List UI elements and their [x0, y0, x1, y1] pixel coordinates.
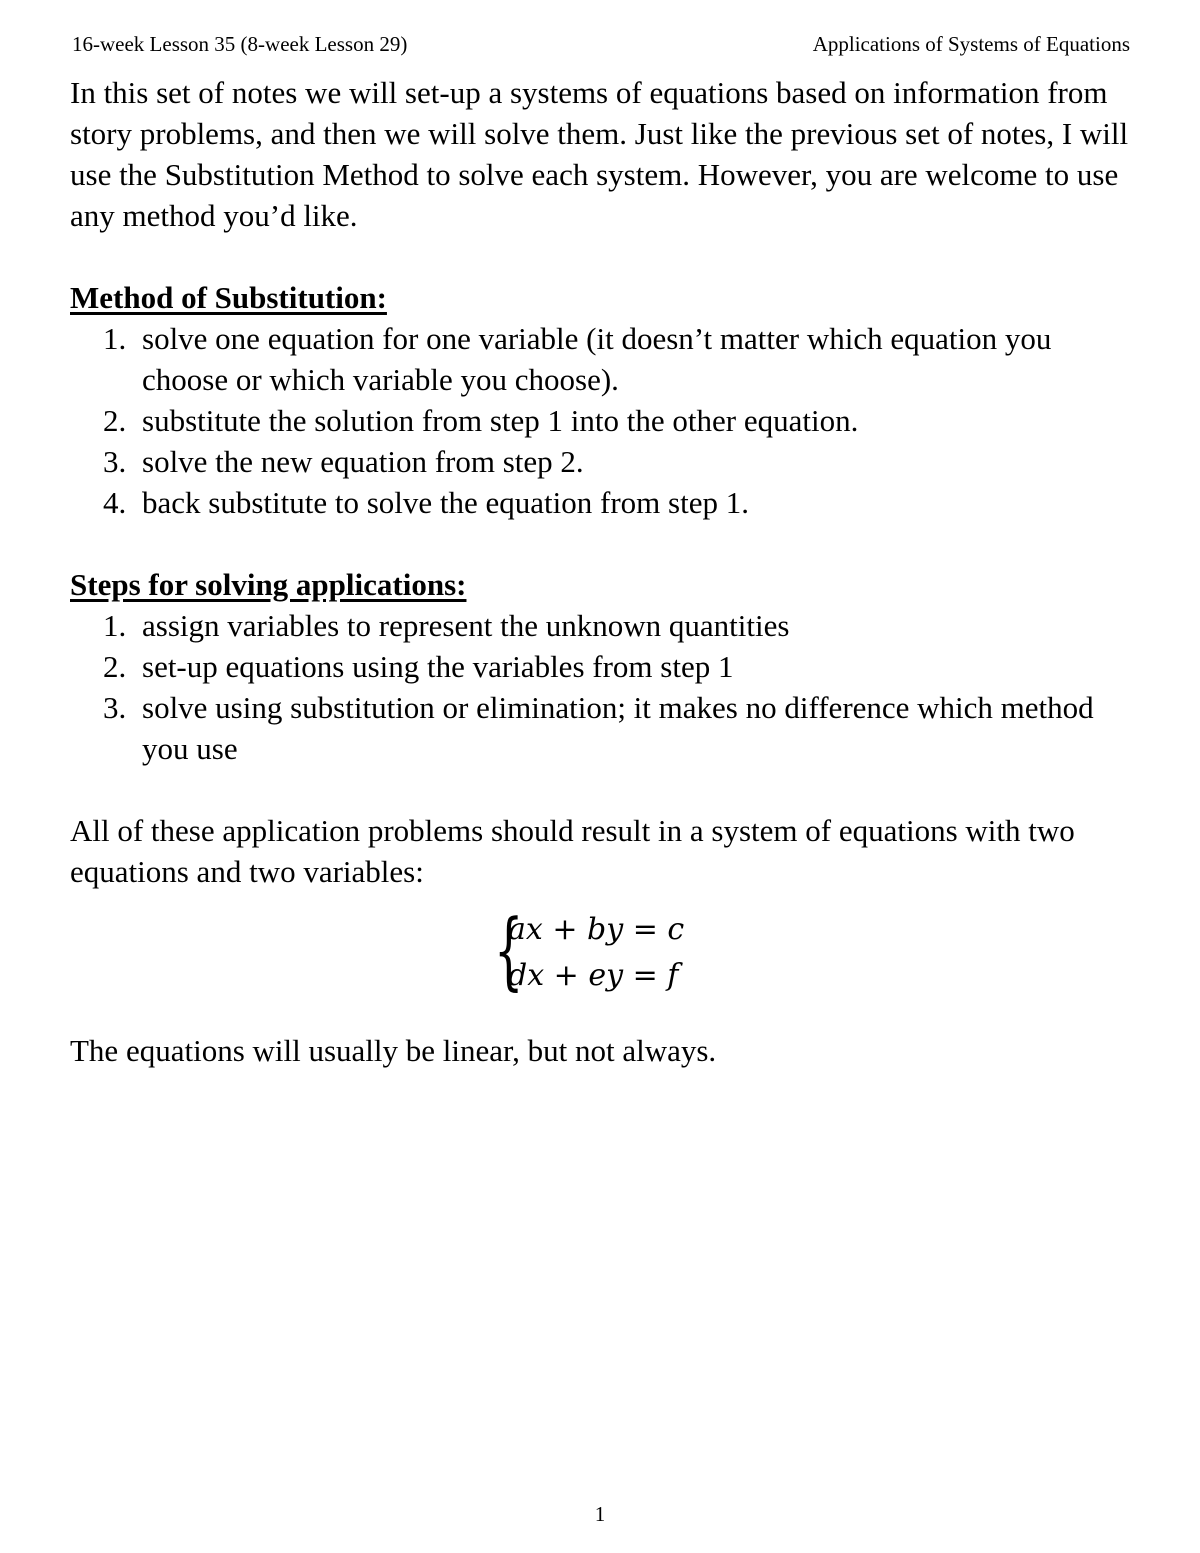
substitution-heading: Method of Substitution:: [70, 280, 387, 315]
applications-heading: Steps for solving applications:: [70, 567, 467, 602]
spacer: [70, 523, 1132, 564]
system-intro-paragraph: All of these application problems should result in a system of equations with two equations and two variables:: [70, 813, 1075, 889]
header-lesson-label: 16-week Lesson 35 (8-week Lesson 29): [72, 32, 408, 56]
substitution-steps-list: [70, 318, 1132, 523]
header-topic-title: Applications of Systems of Equations: [812, 32, 1130, 56]
step-number: 2.: [103, 403, 127, 438]
step-number: 2.: [103, 649, 127, 684]
step-number: 3.: [103, 444, 127, 479]
applications-steps-list: [70, 605, 1132, 769]
system-brace: {: [494, 901, 524, 999]
equation-1: ax + by = c: [508, 912, 685, 947]
step-text: solve using substitution or elimination; it makes no difference which method you use: [142, 690, 1094, 766]
closing-paragraph: The equations will usually be linear, but not always.: [70, 1033, 717, 1068]
list-item: [70, 441, 1132, 482]
spacer: [70, 236, 1132, 277]
step-text: solve the new equation from step 2.: [142, 444, 584, 479]
equation-2: dx + ey = f: [508, 958, 679, 993]
list-item: [70, 318, 1132, 400]
list-item: [70, 687, 1132, 769]
step-text: back substitute to solve the equation from step 1.: [142, 485, 749, 520]
page-number: 1: [594, 1502, 606, 1526]
step-number: 1.: [103, 608, 127, 643]
equation-system: [70, 901, 1132, 1008]
list-item: [70, 646, 1132, 687]
step-text: set-up equations using the variables from step 1: [142, 649, 734, 684]
step-text: substitute the solution from step 1 into the other equation.: [142, 403, 859, 438]
step-number: 3.: [103, 690, 127, 725]
step-text: solve one equation for one variable (it doesn’t matter which equation you choose or which variable you choose).: [142, 321, 1052, 397]
list-item: [70, 400, 1132, 441]
step-number: 4.: [103, 485, 127, 520]
list-item: [70, 482, 1132, 523]
list-item: [70, 605, 1132, 646]
document-body: [70, 72, 1132, 1071]
step-text: assign variables to represent the unknown quantities: [142, 608, 790, 643]
spacer: [70, 769, 1132, 810]
step-number: 1.: [103, 321, 127, 356]
intro-paragraph: In this set of notes we will set-up a systems of equations based on information from story problems, and then we will solve them. Just like the previous set of notes, I will use the Substitution Method to solve each system. However, you are welcome to use any method you’d like.: [70, 75, 1129, 233]
